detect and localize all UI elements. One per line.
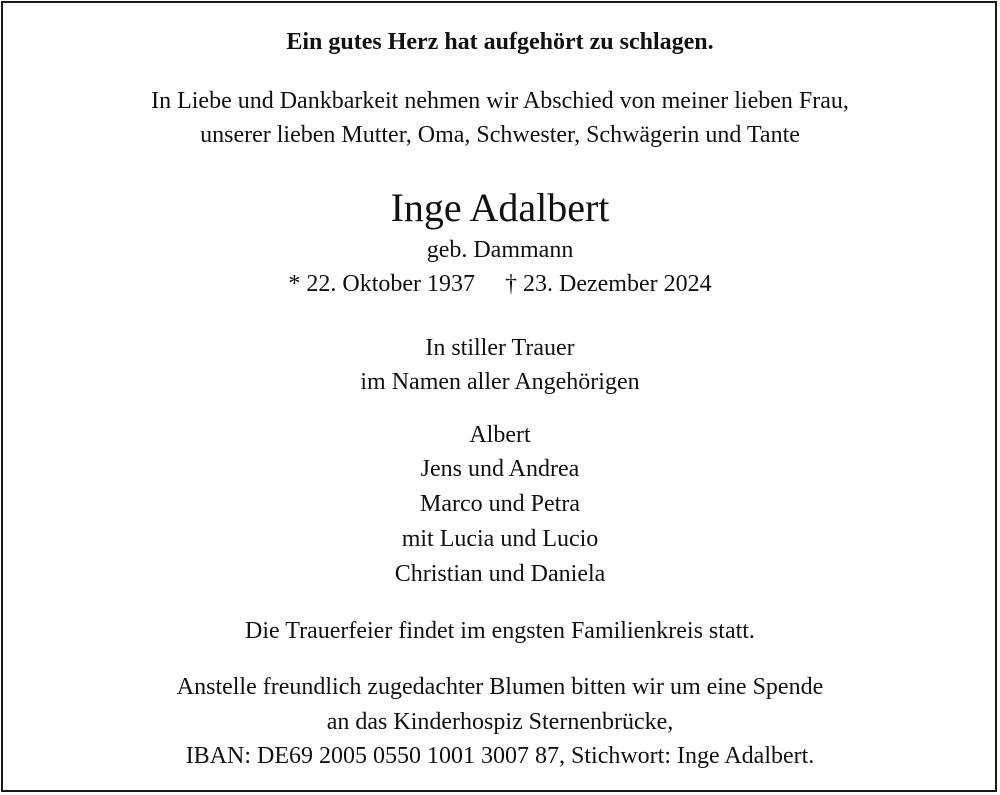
headline: Ein gutes Herz hat aufgehört zu schlagen. xyxy=(286,29,714,55)
birth-date: * 22. Oktober 1937 xyxy=(288,271,476,297)
donation-line-1: Anstelle freundlich zugedachter Blumen bitten wir um eine Spende xyxy=(176,674,824,700)
family-line-4: mit Lucia und Lucio xyxy=(401,526,599,552)
family-line-3: Marco und Petra xyxy=(420,491,580,517)
mourning-line-1: In stiller Trauer xyxy=(425,335,575,361)
family-line-1: Albert xyxy=(469,422,531,448)
service-note: Die Trauerfeier findet im engsten Familienkreis statt. xyxy=(245,618,755,644)
life-dates xyxy=(0,272,1000,296)
death-date: † 23. Dezember 2024 xyxy=(505,271,712,297)
mourning-line-2: im Namen aller Angehörigen xyxy=(360,369,640,395)
deceased-name: Inge Adalbert xyxy=(390,185,610,230)
intro-line-2: unserer lieben Mutter, Oma, Schwester, Schwägerin und Tante xyxy=(200,122,800,148)
family-line-5: Christian und Daniela xyxy=(394,561,606,587)
donation-line-2: an das Kinderhospiz Sternenbrücke, xyxy=(326,709,674,735)
donation-line-3: IBAN: DE69 2005 0550 1001 3007 87, Stichwort: Inge Adalbert. xyxy=(185,743,815,769)
family-line-2: Jens und Andrea xyxy=(420,456,580,482)
maiden-name: geb. Dammann xyxy=(426,237,574,263)
intro-line-1: In Liebe und Dankbarkeit nehmen wir Abschied von meiner lieben Frau, xyxy=(151,88,849,114)
